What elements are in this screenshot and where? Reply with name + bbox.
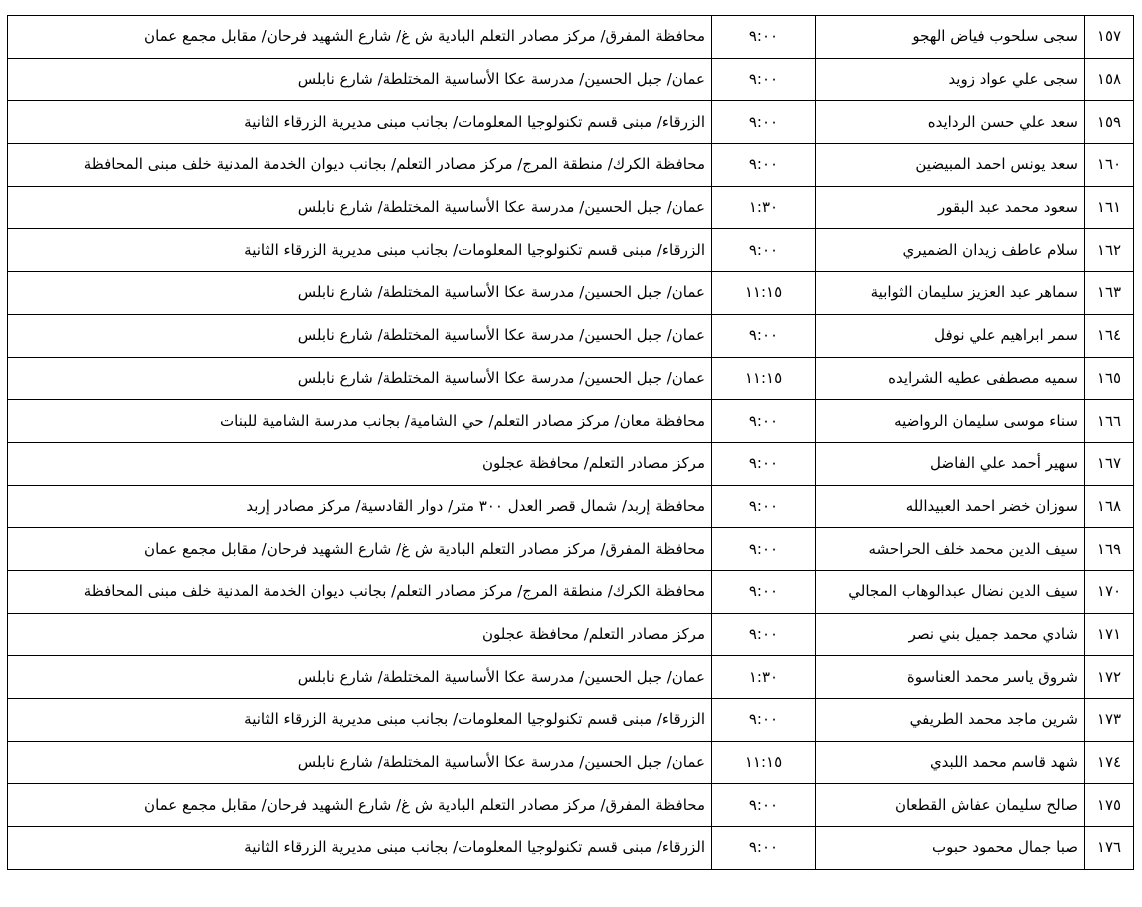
row-number-cell: ١٦١ (1085, 186, 1134, 229)
exam-location-cell: عمان/ جبل الحسين/ مدرسة عكا الأساسية المختلطة/ شارع نابلس (8, 314, 712, 357)
row-number-cell: ١٦٤ (1085, 314, 1134, 357)
row-number-cell: ١٥٧ (1085, 16, 1134, 59)
table-row (8, 570, 1134, 613)
exam-time-cell: ٩:٠٠ (712, 613, 816, 656)
table-row (8, 699, 1134, 742)
row-number-cell: ١٦٢ (1085, 229, 1134, 272)
row-number-cell: ١٦٩ (1085, 528, 1134, 571)
row-number-cell: ١٧٠ (1085, 570, 1134, 613)
table-row (8, 314, 1134, 357)
row-number-cell: ١٧٣ (1085, 699, 1134, 742)
row-number-cell: ١٧٦ (1085, 827, 1134, 870)
row-number-cell: ١٦٧ (1085, 442, 1134, 485)
applicant-name-cell: سهير أحمد علي الفاضل (816, 442, 1085, 485)
applicant-name-cell: سعد يونس احمد المبيضين (816, 144, 1085, 187)
exam-time-cell: ٩:٠٠ (712, 101, 816, 144)
exam-location-cell: مركز مصادر التعلم/ محافظة عجلون (8, 613, 712, 656)
exam-time-cell: ٩:٠٠ (712, 827, 816, 870)
row-number-cell: ١٧٥ (1085, 784, 1134, 827)
document-page (7, 15, 1134, 870)
row-number-cell: ١٦٦ (1085, 400, 1134, 443)
applicant-name-cell: سوزان خضر احمد العبيدالله (816, 485, 1085, 528)
exam-location-cell: عمان/ جبل الحسين/ مدرسة عكا الأساسية المختلطة/ شارع نابلس (8, 656, 712, 699)
table-row (8, 357, 1134, 400)
exam-location-cell: الزرقاء/ مبنى قسم تكنولوجيا المعلومات/ بجانب مبنى مديرية الزرقاء الثانية (8, 699, 712, 742)
exam-time-cell: ١:٣٠ (712, 186, 816, 229)
table-row (8, 613, 1134, 656)
applicant-name-cell: سلام عاطف زيدان الضميري (816, 229, 1085, 272)
exam-time-cell: ١:٣٠ (712, 656, 816, 699)
applicant-name-cell: سعود محمد عبد البقور (816, 186, 1085, 229)
exam-time-cell: ٩:٠٠ (712, 314, 816, 357)
applicant-name-cell: سماهر عبد العزيز سليمان الثوابية (816, 272, 1085, 315)
exam-location-cell: محافظة الكرك/ منطقة المرج/ مركز مصادر التعلم/ بجانب ديوان الخدمة المدنية خلف مبنى المحافظة (8, 570, 712, 613)
row-number-cell: ١٥٨ (1085, 58, 1134, 101)
exam-location-cell: عمان/ جبل الحسين/ مدرسة عكا الأساسية المختلطة/ شارع نابلس (8, 186, 712, 229)
applicant-name-cell: شادي محمد جميل بني نصر (816, 613, 1085, 656)
applicant-name-cell: سيف الدين محمد خلف الحراحشه (816, 528, 1085, 571)
applicant-name-cell: سناء موسى سليمان الرواضيه (816, 400, 1085, 443)
exam-time-cell: ١١:١٥ (712, 272, 816, 315)
exam-time-cell: ٩:٠٠ (712, 442, 816, 485)
exam-location-cell: عمان/ جبل الحسين/ مدرسة عكا الأساسية المختلطة/ شارع نابلس (8, 58, 712, 101)
exam-time-cell: ٩:٠٠ (712, 229, 816, 272)
row-number-cell: ١٦٨ (1085, 485, 1134, 528)
row-number-cell: ١٧١ (1085, 613, 1134, 656)
exam-time-cell: ٩:٠٠ (712, 58, 816, 101)
applicant-name-cell: شرين ماجد محمد الطريفي (816, 699, 1085, 742)
schedule-table-body (8, 16, 1134, 870)
table-row (8, 656, 1134, 699)
table-row (8, 101, 1134, 144)
exam-location-cell: عمان/ جبل الحسين/ مدرسة عكا الأساسية المختلطة/ شارع نابلس (8, 741, 712, 784)
exam-time-cell: ٩:٠٠ (712, 528, 816, 571)
applicant-name-cell: شهد قاسم محمد اللبدي (816, 741, 1085, 784)
exam-location-cell: مركز مصادر التعلم/ محافظة عجلون (8, 442, 712, 485)
row-number-cell: ١٦٣ (1085, 272, 1134, 315)
exam-location-cell: الزرقاء/ مبنى قسم تكنولوجيا المعلومات/ بجانب مبنى مديرية الزرقاء الثانية (8, 101, 712, 144)
table-row (8, 186, 1134, 229)
exam-location-cell: محافظة المفرق/ مركز مصادر التعلم البادية ش غ/ شارع الشهيد فرحان/ مقابل مجمع عمان (8, 528, 712, 571)
table-row (8, 58, 1134, 101)
table-row (8, 827, 1134, 870)
exam-location-cell: عمان/ جبل الحسين/ مدرسة عكا الأساسية المختلطة/ شارع نابلس (8, 272, 712, 315)
exam-time-cell: ٩:٠٠ (712, 400, 816, 443)
exam-time-cell: ١١:١٥ (712, 357, 816, 400)
exam-time-cell: ٩:٠٠ (712, 485, 816, 528)
applicant-name-cell: سعد علي حسن الردايده (816, 101, 1085, 144)
table-row (8, 784, 1134, 827)
row-number-cell: ١٧٤ (1085, 741, 1134, 784)
row-number-cell: ١٥٩ (1085, 101, 1134, 144)
exam-location-cell: محافظة معان/ مركز مصادر التعلم/ حي الشامية/ بجانب مدرسة الشامية للبنات (8, 400, 712, 443)
exam-location-cell: محافظة المفرق/ مركز مصادر التعلم البادية ش غ/ شارع الشهيد فرحان/ مقابل مجمع عمان (8, 784, 712, 827)
table-row (8, 229, 1134, 272)
table-row (8, 485, 1134, 528)
exam-location-cell: الزرقاء/ مبنى قسم تكنولوجيا المعلومات/ بجانب مبنى مديرية الزرقاء الثانية (8, 827, 712, 870)
applicant-name-cell: سمر ابراهيم علي نوفل (816, 314, 1085, 357)
applicant-name-cell: صبا جمال محمود حبوب (816, 827, 1085, 870)
applicant-name-cell: شروق ياسر محمد العناسوة (816, 656, 1085, 699)
exam-location-cell: محافظة إربد/ شمال قصر العدل ٣٠٠ متر/ دوار القادسية/ مركز مصادر إربد (8, 485, 712, 528)
applicant-name-cell: سجى سلحوب فياض الهجو (816, 16, 1085, 59)
table-row (8, 400, 1134, 443)
table-row (8, 741, 1134, 784)
table-row (8, 272, 1134, 315)
exam-location-cell: الزرقاء/ مبنى قسم تكنولوجيا المعلومات/ بجانب مبنى مديرية الزرقاء الثانية (8, 229, 712, 272)
exam-time-cell: ٩:٠٠ (712, 784, 816, 827)
applicant-name-cell: سيف الدين نضال عبدالوهاب المجالي (816, 570, 1085, 613)
row-number-cell: ١٦٠ (1085, 144, 1134, 187)
applicant-name-cell: سميه مصطفى عطيه الشرايده (816, 357, 1085, 400)
exam-time-cell: ٩:٠٠ (712, 144, 816, 187)
exam-location-cell: محافظة الكرك/ منطقة المرج/ مركز مصادر التعلم/ بجانب ديوان الخدمة المدنية خلف مبنى المحافظة (8, 144, 712, 187)
row-number-cell: ١٧٢ (1085, 656, 1134, 699)
exam-location-cell: عمان/ جبل الحسين/ مدرسة عكا الأساسية المختلطة/ شارع نابلس (8, 357, 712, 400)
table-row (8, 16, 1134, 59)
table-row (8, 144, 1134, 187)
exam-time-cell: ٩:٠٠ (712, 699, 816, 742)
table-row (8, 442, 1134, 485)
table-row (8, 528, 1134, 571)
exam-time-cell: ٩:٠٠ (712, 570, 816, 613)
exam-location-cell: محافظة المفرق/ مركز مصادر التعلم البادية ش غ/ شارع الشهيد فرحان/ مقابل مجمع عمان (8, 16, 712, 59)
applicant-name-cell: صالح سليمان عفاش القطعان (816, 784, 1085, 827)
exam-schedule-table (7, 15, 1134, 870)
exam-time-cell: ١١:١٥ (712, 741, 816, 784)
applicant-name-cell: سجى علي عواد زويد (816, 58, 1085, 101)
exam-time-cell: ٩:٠٠ (712, 16, 816, 59)
row-number-cell: ١٦٥ (1085, 357, 1134, 400)
